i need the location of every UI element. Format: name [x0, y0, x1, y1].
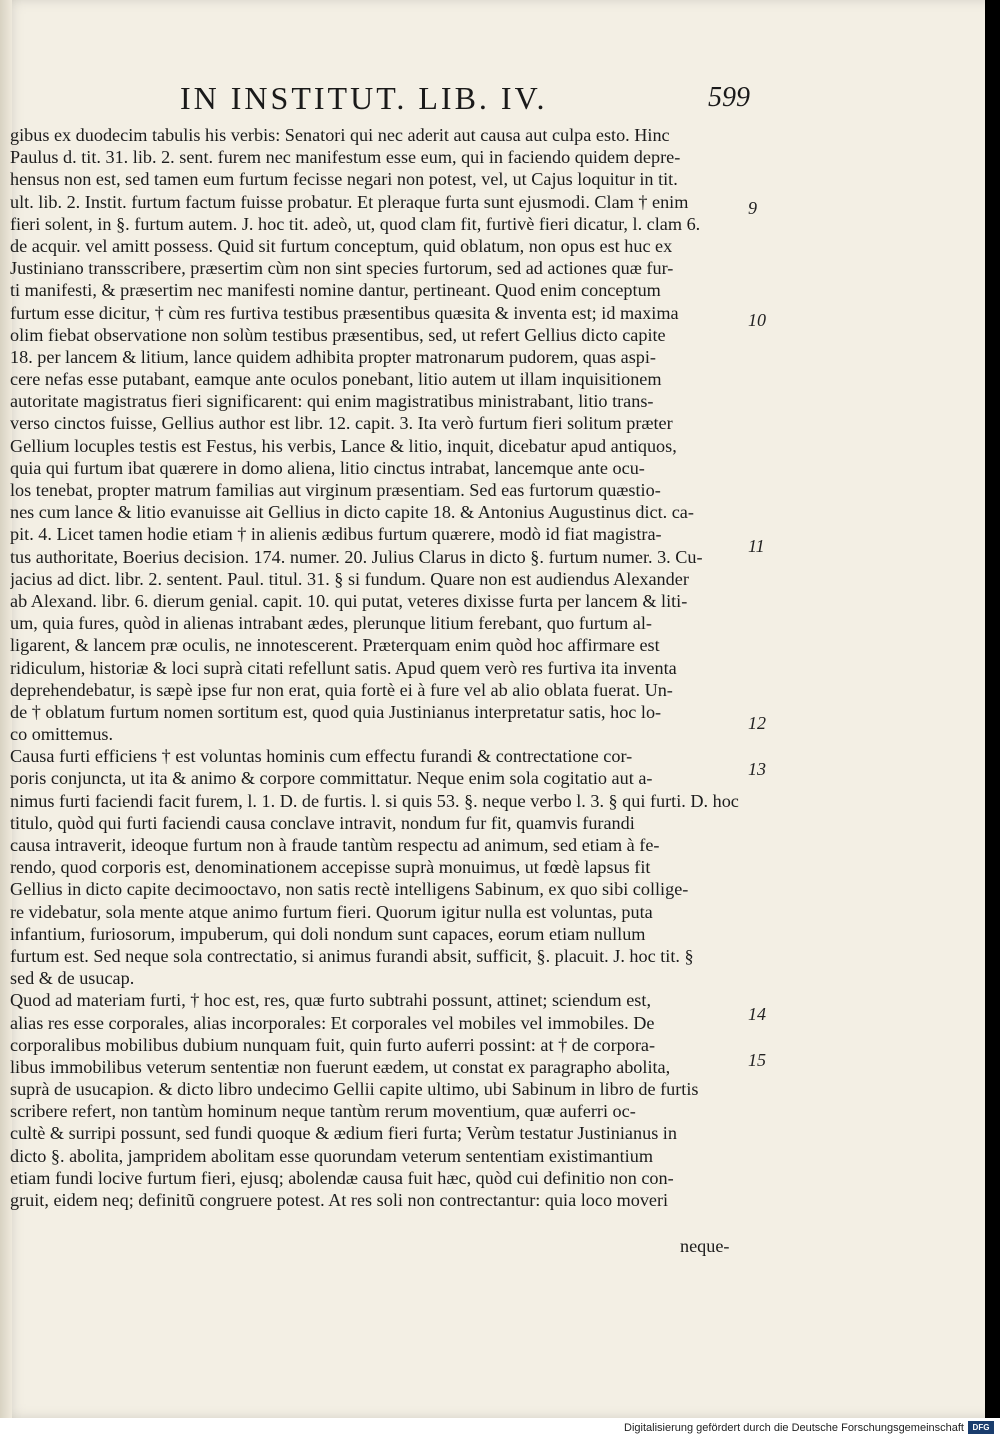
text-line: tus authoritate, Boerius decision. 174. numer. 20. Julius Clarus in dicto §. furtum numer. 3. Cu- — [10, 546, 703, 567]
text-line: olim fiebat observatione non solùm testibus præsentibus, sed, ut refert Gellius dicto capite — [10, 324, 666, 345]
text-line: quia qui furtum ibat quærere in domo aliena, litio cinctus intrabat, lancemque ante ocu- — [10, 457, 645, 478]
text-line: nimus furti faciendi facit furem, l. 1. D. de furtis. l. si quis 53. §. neque verbo l. 3. § qui furti. D. hoc — [10, 790, 739, 811]
page-number: 599 — [708, 82, 750, 113]
text-line: autoritate magistratus fieri significarent: qui enim magistratibus ministrabant, litio trans- — [10, 391, 654, 412]
text-line: ligarent, & lancem præ oculis, ne innotescerent. Præterquam enim quòd hoc affirmare est — [10, 635, 660, 656]
text-line: causa intraverit, ideoque furtum non à fraude tantùm respectu ad animum, sed etiam à fe- — [10, 835, 660, 855]
text-line: re videbatur, sola mente atque animo furtum fieri. Quorum igitur nulla est voluntas, puta — [10, 901, 653, 922]
body-text — [10, 124, 743, 1211]
text-line: de acquir. vel amitt possess. Quid sit furtum conceptum, quid oblatum, non opus est huc ex — [10, 235, 673, 256]
text-line: verso cinctos fuisse, Gellius author est libr. 12. capit. 3. Ita verò furtum fieri solitum præter — [10, 413, 673, 434]
text-line: 18. per lancem & litium, lance quidem adhibita propter matronarum pudorem, quas aspi- — [10, 346, 656, 367]
text-line: corporalibus mobilibus dubium nunquam fuit, quin furto auferri possint: at † de corpora- — [10, 1034, 656, 1055]
footer-credit: Digitalisierung gefördert durch die Deutsche Forschungsgemeinschaft — [624, 1422, 964, 1434]
text-line: libus immobilibus veterum sententiæ non fuerunt eædem, ut constat ex paragrapho abolita, — [10, 1056, 671, 1077]
running-title: IN INSTITUT. LIB. IV. — [180, 80, 548, 116]
text-line: titulo, quòd qui furti faciendi causa conclave intravit, nondum fur fit, quamvis furandi — [10, 812, 635, 833]
text-line: jacius ad dict. libr. 2. sentent. Paul. titul. 31. § si fundum. Quare non est audiendus Alexander — [10, 568, 689, 589]
text-line: sed & de usucap. — [10, 968, 135, 989]
margin-number: 15 — [748, 1050, 766, 1070]
footer-bar — [0, 1418, 1000, 1438]
margin-number: 10 — [748, 310, 766, 330]
text-line: ult. lib. 2. Instit. furtum factum fuisse probatur. Et pleraque furta sunt ejusmodi. Clam † enim — [10, 191, 689, 212]
text-line: dicto §. abolita, jampridem abolitam esse quorundam veterum sententiam existimantium — [10, 1145, 653, 1166]
text-line: furtum est. Sed neque sola contrectatio, si animus furandi absit, sufficit, §. placuit. J. hoc tit. § — [10, 945, 694, 966]
catchword: neque- — [680, 1236, 730, 1256]
text-line: infantium, furiosorum, impuberum, qui doli nondum sunt capaces, eorum etiam nullum — [10, 923, 646, 944]
text-line: Gellium locuples testis est Festus, his verbis, Lance & litio, inquit, dicebatur apud antiquos, — [10, 435, 677, 456]
text-line: suprà de usucapion. & dicto libro undecimo Gellii capite ultimo, ubi Sabinum in libro de furtis — [10, 1079, 699, 1100]
text-line: cere nefas esse putabant, eamque ante oculos ponebant, litio autem ut illam inquisitionem — [10, 369, 662, 390]
text-line: scribere refert, non tantùm hominum neque tantùm rerum moventium, quæ auferri oc- — [10, 1101, 636, 1122]
text-line: Causa furti efficiens † est voluntas hominis cum effectu furandi & contrectatione cor- — [10, 746, 633, 767]
text-line: pit. 4. Licet tamen hodie etiam † in alienis ædibus furtum quærere, modò id fiat magistra- — [10, 524, 662, 545]
text-line: Quod ad materiam furti, † hoc est, res, quæ furto subtrahi possunt, attinet; sciendum est, — [10, 990, 651, 1011]
margin-number: 14 — [748, 1004, 766, 1024]
text-line: deprehendebatur, is sæpè ipse fur non erat, quia fortè ei à fure vel ab alio oblata fuerat. Un- — [10, 679, 673, 700]
text-line: nes cum lance & litio evanuisse ait Gellius in dicto capite 18. & Antonius Augustinus dict. ca- — [10, 502, 694, 523]
text-line: furtum esse dicitur, † cùm res furtiva testibus præsentibus quæsita & inventa est; id maxima — [10, 302, 679, 323]
margin-number: 12 — [748, 713, 766, 733]
text-line: de † oblatum furtum nomen sortitum est, quod quia Justinianus interpretatur satis, hoc lo- — [10, 701, 662, 722]
text-line: gruit, eidem neq; definitũ congruere potest. At res soli non contrectantur: quia loco moveri — [10, 1190, 669, 1210]
text-line: poris conjuncta, ut ita & animo & corpore committatur. Neque enim sola cogitatio aut a- — [10, 768, 653, 789]
text-line: Justiniano transscribere, præsertim cùm non sint species furtorum, sed ad actiones quæ fur- — [10, 258, 674, 279]
margin-number: 9 — [748, 198, 757, 218]
text-line: rendo, quod corporis est, denominationem accepisse suprà monuimus, ut fœdè lapsus fit — [10, 857, 651, 878]
text-line: co omittemus. — [10, 724, 114, 745]
text-line: alias res esse corporales, alias incorporales: Et corporales vel mobiles vel immobiles. De — [10, 1012, 655, 1033]
margin-number: 13 — [748, 759, 766, 779]
text-line: fieri solent, in §. furtum autem. J. hoc tit. adeò, ut, quod clam fit, furtivè fieri dicatur, l. clam 6. — [10, 213, 701, 234]
text-line: Gellius in dicto capite decimooctavo, non satis rectè intelligens Sabinum, ex quo sibi collige- — [10, 879, 689, 900]
margin-number: 11 — [748, 536, 765, 556]
text-line: etiam fundi locive furtum fieri, ejusq; abolendæ causa fuit hæc, quòd cui definitio non con- — [10, 1167, 674, 1188]
text-line: hensus non est, sed tamen eum furtum fecisse negari non potest, vel, ut Cajus loquitur in tit. — [10, 169, 678, 190]
text-line: gibus ex duodecim tabulis his verbis: Senatori qui nec aderit aut causa aut culpa esto. Hinc — [10, 125, 670, 145]
text-line: ridiculum, historiæ & loci suprà citati refellunt satis. Apud quem verò res furtiva ita inventa — [10, 657, 677, 678]
text-line: um, quia fures, quòd in alienas intrabant ædes, plerunque litium ferebant, quo furtum al- — [10, 613, 652, 634]
text-line: Paulus d. tit. 31. lib. 2. sent. furem nec manifestum esse eum, qui in faciendo quidem depre- — [10, 147, 681, 168]
text-line: ab Alexand. libr. 6. dierum genial. capit. 10. qui putat, veteres dixisse furta per lancem & liti- — [10, 590, 688, 611]
text-line: los tenebat, propter matrum familias aut virginum præsentiam. Sed eas furtorum quæstio- — [10, 480, 661, 500]
dfg-logo: DFG — [968, 1421, 994, 1434]
text-line: cultè & surripi possunt, sed fundi quoque & ædium fieri furta; Verùm testatur Justinianus in — [10, 1123, 677, 1144]
text-line: ti manifesti, & præsertim nec manifesti nomine dantur, pertineant. Quod enim conceptum — [10, 280, 661, 301]
